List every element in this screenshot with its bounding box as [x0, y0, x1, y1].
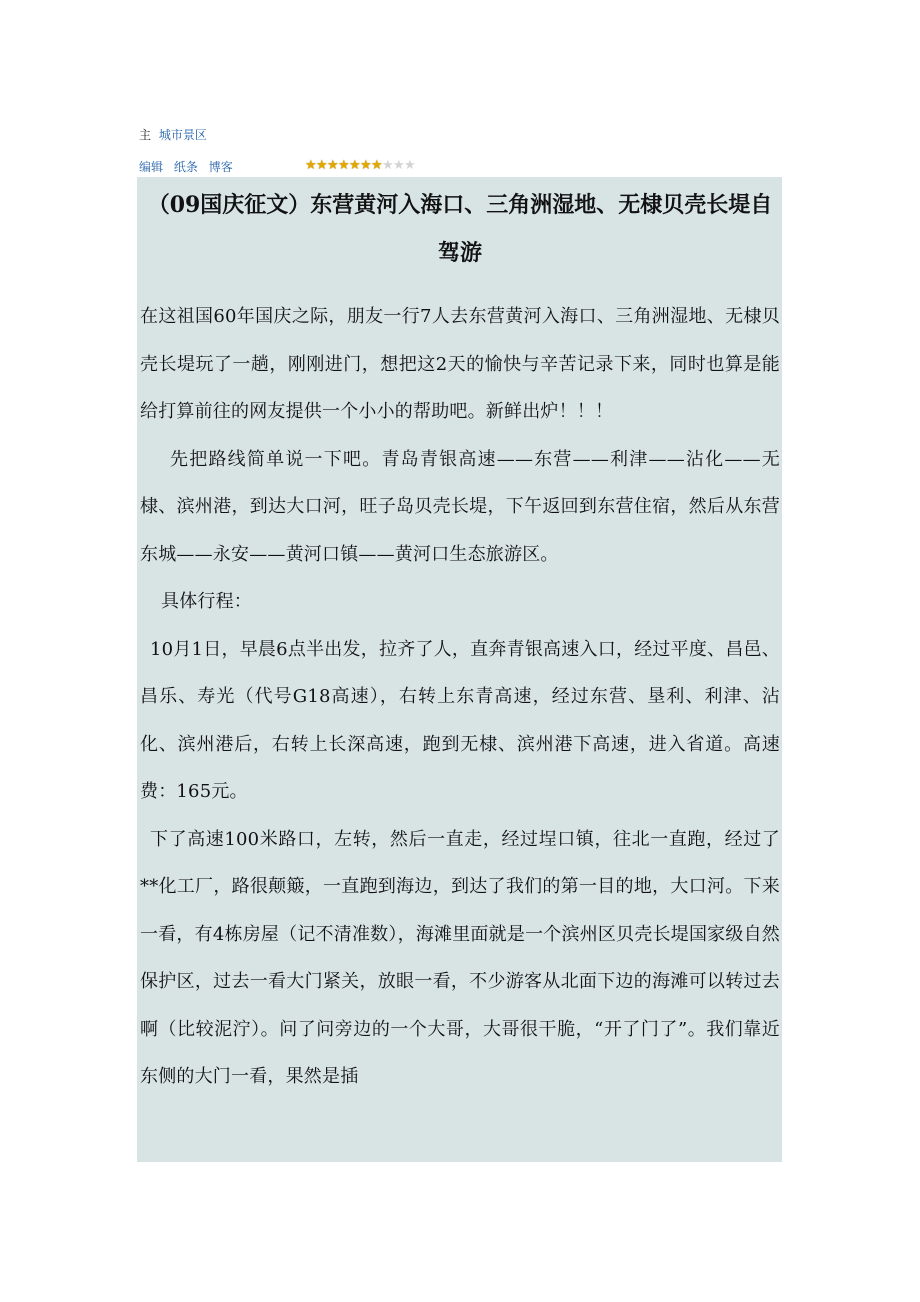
blog-link[interactable]: 博客 [208, 160, 233, 174]
star-filled-icon[interactable]: ★ [371, 158, 383, 173]
star-filled-icon[interactable]: ★ [305, 158, 317, 173]
edit-link[interactable]: 编辑 [139, 160, 164, 174]
star-filled-icon[interactable]: ★ [360, 158, 372, 173]
star-filled-icon[interactable]: ★ [327, 158, 339, 173]
star-empty-icon[interactable]: ★ [382, 158, 394, 173]
category-link[interactable]: 城市景区 [158, 128, 207, 142]
paragraph: 在这祖国60年国庆之际，朋友一行7人去东营黄河入海口、三角洲湿地、无棣贝壳长堤玩了一趟，刚刚进门，想把这2天的愉快与辛苦记录下来，同时也算是能给打算前往的网友提供一个小小的帮助吧。新鲜出炉！！！ [140, 306, 780, 422]
article-body [137, 177, 782, 1162]
paragraph: 先把路线简单说一下吧。青岛青银高速——东营——利津——沾化——无棣、滨州港，到达大口河，旺子岛贝壳长堤，下午返回到东营住宿，然后从东营东城——永安——黄河口镇——黄河口生态旅游区。 [140, 448, 780, 565]
category-line [139, 127, 207, 143]
star-empty-icon[interactable]: ★ [404, 158, 416, 173]
article-title: （09国庆征文）东营黄河入海口、三角洲湿地、无棣贝壳长堤自驾游 [147, 192, 773, 266]
star-empty-icon[interactable]: ★ [393, 158, 405, 173]
star-filled-icon[interactable]: ★ [349, 158, 361, 173]
star-filled-icon[interactable]: ★ [338, 158, 350, 173]
paragraph: 具体行程： [161, 591, 252, 612]
paragraph: 下了高速100米路口，左转，然后一直走，经过埕口镇，往北一直跑，经过了**化工厂，路很颠簸，一直跑到海边，到达了我们的第一目的地，大口河。下来一看，有4栋房屋（记不清准数），海滩里面就是一个滨州区贝壳长堤国家级自然保护区，过去一看大门紧关，放眼一看，不少游客从北面下边的海滩可以转过去啊（比较泥泞）。问了问旁边的一个大哥，大哥很干脆，“开了门了”。我们靠近东侧的大门一看，果然是插 [140, 828, 780, 1087]
category-prefix: 主 [139, 128, 152, 142]
paragraph: 10月1日，早晨6点半出发，拉齐了人，直奔青银高速入口，经过平度、昌邑、昌乐、寿光（代号G18高速），右转上东青高速，经过东营、垦利、利津、沾化、滨州港后，右转上长深高速，跑到无棣、滨州港下高速，进入省道。高速费：165元。 [140, 638, 780, 802]
action-links [139, 159, 240, 175]
note-link[interactable]: 纸条 [173, 160, 198, 174]
star-filled-icon[interactable]: ★ [316, 158, 328, 173]
rating-stars[interactable] [305, 159, 415, 173]
